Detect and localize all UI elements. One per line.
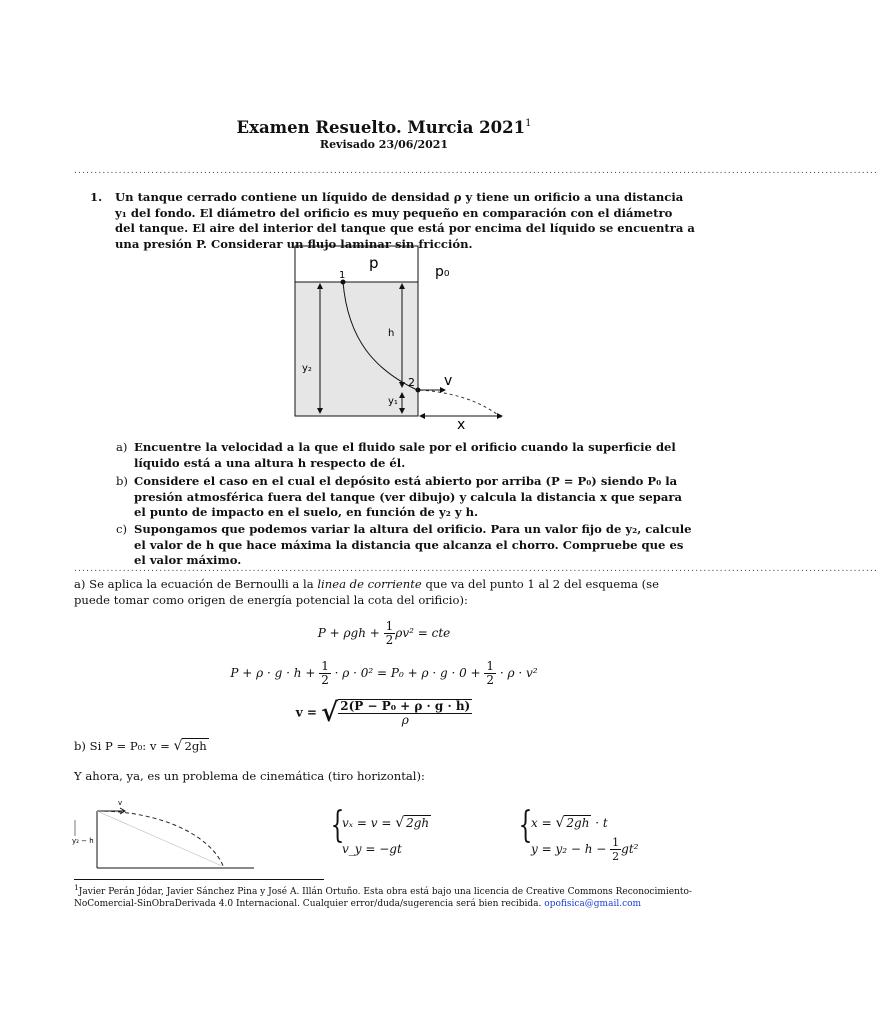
- point-2-marker: [416, 388, 421, 393]
- separator-top: ......................................................................................................................................................................................................: [74, 166, 878, 176]
- label-y1: y₁: [388, 396, 398, 407]
- solution-b-velocity: b) Si P = P₀: v = √ 2gh: [74, 738, 207, 754]
- left-brace-position: {: [518, 805, 533, 846]
- small-label-v: v: [118, 799, 123, 807]
- bernoulli-equation: P + ρgh + $\frac{1}{2}$ ρv² = cte: [317, 619, 451, 647]
- small-label-height: y₂ − h: [72, 837, 94, 845]
- footnote-rule: [74, 879, 324, 880]
- part-a-label: a): [116, 440, 128, 454]
- footnote: $^1$Javier Perán Jódar, Javier Sánchez Pina y José A. Illán Ortuño. Esta obra está bajo una licencia de Creative Commons Reconocimiento-NoComercial-SinObraDerivada 4.0 Internacional. Cualquier error/duda/sugerencia será bien recibida. opofisica@gmail.com: [74, 883, 692, 909]
- label-point2: 2: [408, 376, 415, 389]
- solution-a-intro: a) Se aplica la ecuación de Bernoulli a la linea de corriente que va del punto 1 al 2 del esquema (se puede tomar como origen de energía potencial la cota del orificio):: [74, 577, 659, 607]
- left-brace-velocity: {: [330, 805, 345, 846]
- part-b-text: Considere el caso en el cual el depósito está abierto por arriba (P = P₀) siendo P₀ la presión atmosférica fuera del tanque (ver dibujo) y calcula la distancia x que separa el punto de impacto en el suelo, en función de y₂ y h.: [134, 474, 682, 519]
- label-p0: p₀: [435, 264, 450, 280]
- label-y2: y₂: [302, 363, 312, 374]
- revision-date: Revisado 23/06/2021: [319, 138, 449, 151]
- kinematics-intro: Y ahora, ya, es un problema de cinemática (tiro horizontal):: [74, 769, 425, 783]
- label-x: x: [457, 417, 466, 433]
- part-b-label: b): [116, 474, 128, 488]
- tank-diagram: [280, 240, 520, 435]
- velocity-result: v = √ $\frac{\text{2(P − P₀ + ρ · g · h)}}{\rho}$: [295, 698, 471, 728]
- label-p: p: [369, 254, 379, 272]
- problem-number: 1.: [90, 190, 103, 204]
- separator-middle: ......................................................................................................................................................................................................: [74, 564, 878, 574]
- projectile-diagram: [72, 796, 257, 874]
- jet-trajectory: [420, 390, 502, 418]
- x-equation: x = √ 2gh · t: [531, 815, 608, 831]
- label-h: h: [388, 328, 395, 339]
- email-link[interactable]: opofisica@gmail.com: [544, 899, 642, 909]
- part-c-label: c): [116, 522, 128, 536]
- vx-equation: vₓ = v = √ 2gh: [342, 815, 430, 831]
- liquid-region: [295, 282, 418, 416]
- vy-equation: v_y = −gt: [342, 842, 402, 856]
- label-point1: 1: [339, 270, 346, 281]
- y-equation: y = y₂ − h − $\frac{1}{2}$ gt²: [531, 836, 639, 863]
- footnote-mark[interactable]: 1: [525, 118, 532, 129]
- bernoulli-applied: P + ρ · g · h + $\frac{1}{2}$ · ρ · 0² = P₀ + ρ · g · 0 + $\frac{1}{2}$ · ρ · v²: [230, 659, 538, 687]
- part-a-text: Encuentre la velocidad a la que el fluido sale por el orificio cuando la superficie del líquido está a una altura h respecto de él.: [134, 440, 676, 470]
- page-title: Examen Resuelto. Murcia 2021$^1$: [236, 118, 532, 137]
- label-v: v: [444, 373, 453, 389]
- part-c-text: Supongamos que podemos variar la altura del orificio. Para un valor fijo de y₂, calcule el valor de h que hace máxima la distancia que alcanza el chorro. Compruebe que es el valor máximo.: [134, 522, 692, 567]
- problem-statement: Un tanque cerrado contiene un líquido de densidad ρ y tiene un orificio a una distancia y₁ del fondo. El diámetro del orificio es muy pequeño en comparación con el diámetro del tanque. El aire del interior del tanque que está por encima del líquido se encuentra a una presión P. Considerar un flujo laminar sin fricción.: [115, 190, 695, 251]
